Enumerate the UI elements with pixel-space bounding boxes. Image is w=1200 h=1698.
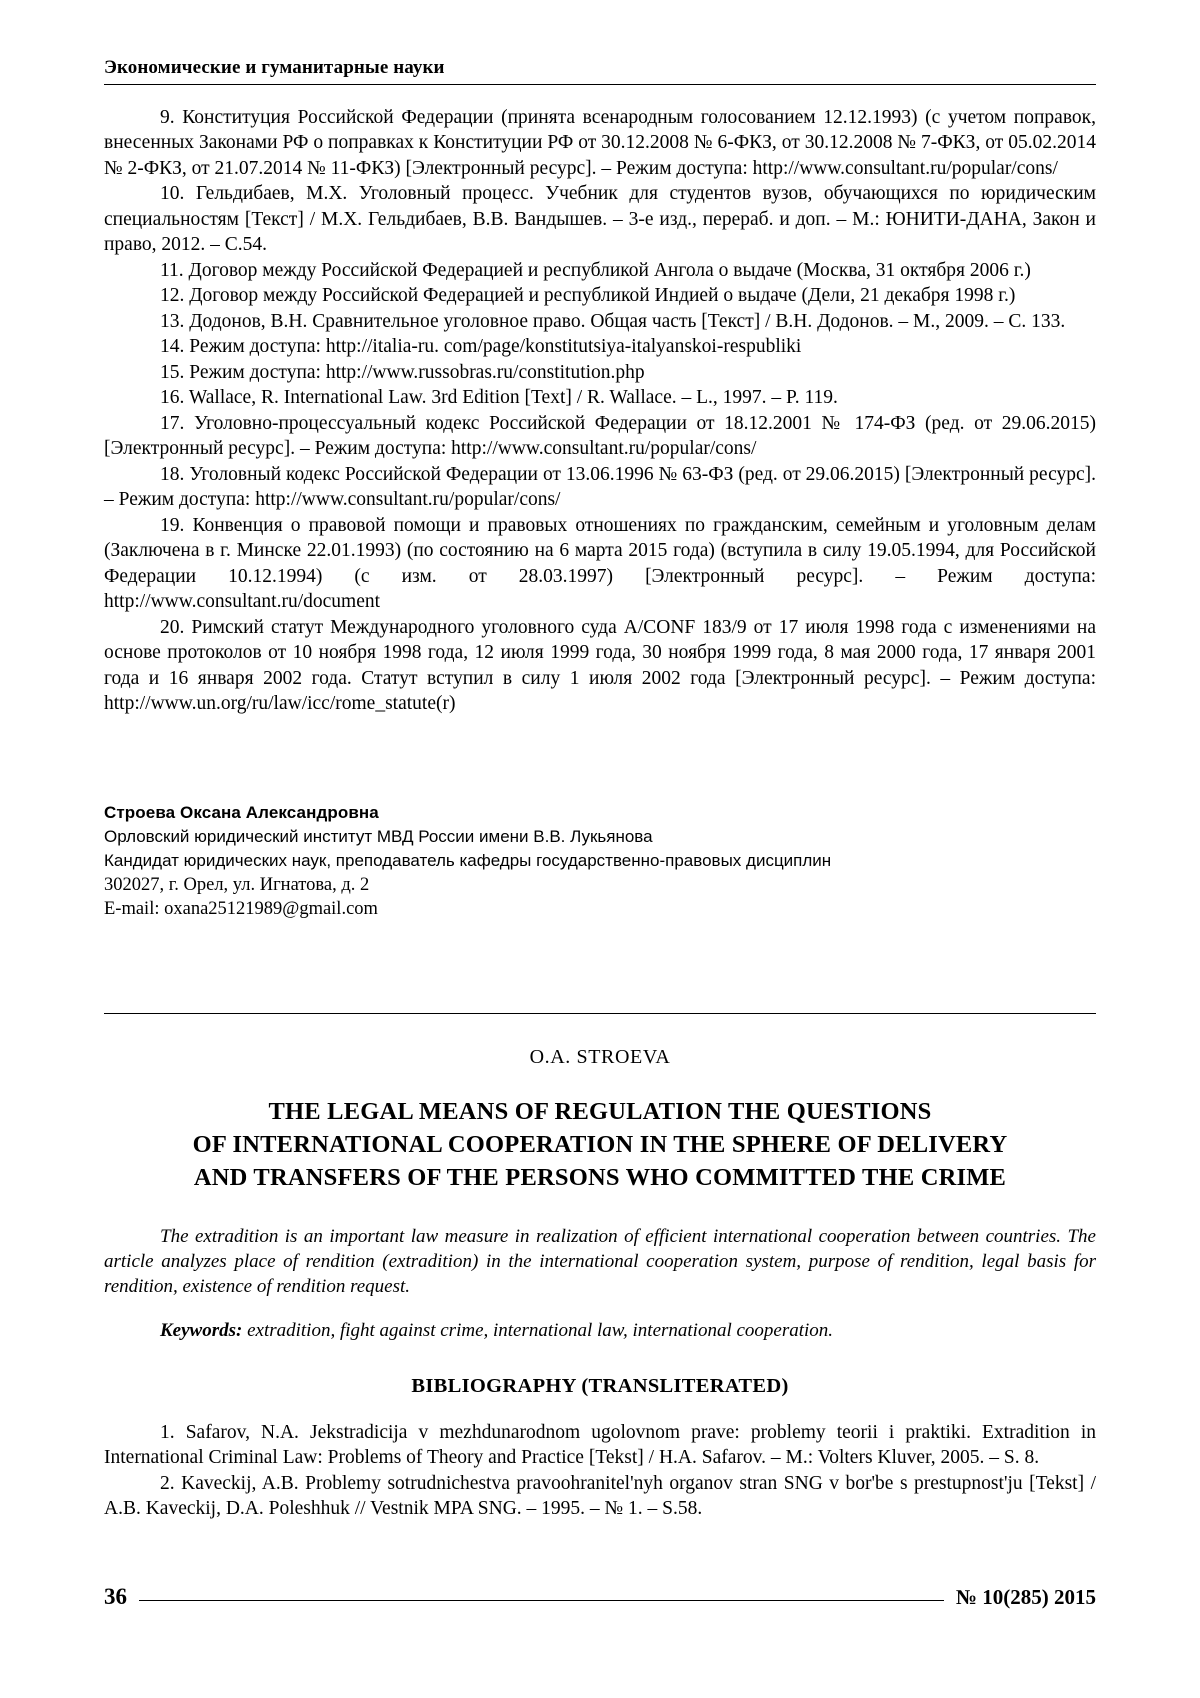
abstract-text: The extradition is an important law measure in realization of efficient international cooperation between countries. The article analyzes place of rendition (extradition) in the international cooperation system, purpose of rendition, legal basis for rendition, existence of rendition request. [104, 1225, 1096, 1297]
reference-item: 17. Уголовно-процессуальный кодекс Российской Федерации от 18.12.2001 № 174-ФЗ (ред. от 29.06.2015) [Электронный ресурс]. – Режим доступа: http://www.consultant.ru/popular/cons/ [104, 412, 1096, 460]
reference-item: 11. Договор между Российской Федерацией и республикой Ангола о выдаче (Москва, 31 октября 2006 г.) [160, 259, 1031, 281]
page-number: 36 [104, 1584, 127, 1609]
footer-rule [139, 1600, 944, 1601]
reference-item: 15. Режим доступа: http://www.russobras.ru/constitution.php [160, 361, 645, 383]
reference-item: 13. Додонов, В.Н. Сравнительное уголовное право. Общая часть [Текст] / В.Н. Додонов. – М., 2009. – С. 133. [160, 310, 1066, 332]
keywords-line [104, 1318, 1096, 1343]
english-title-line-1: THE LEGAL MEANS OF REGULATION THE QUESTIONS [268, 1097, 932, 1125]
bibliography-list [104, 1420, 1096, 1522]
reference-item: 20. Римский статут Международного уголовного суда A/CONF 183/9 от 17 июля 1998 года с изменениями на основе протоколов от 10 ноября 1998 года, 12 июля 1999 года, 30 ноября 1999 года, 8 мая 2000 года, 17 января 2001 года и 16 января 2002 года. Статут вступил в силу 1 июля 2002 года [Электронный ресурс]. – Режим доступа: http://www.un.org/ru/law/icc/rome_statute(r) [104, 616, 1096, 715]
bibliography-item: 2. Kaveckij, A.B. Problemy sotrudnichestva pravoohranitel'nyh organov stran SNG v bor'be s prestupnost'ju [Tekst] / A.B. Kaveckij, D.A. Poleshhuk // Vestnik MPA SNG. – 1995. – № 1. – S.58. [104, 1472, 1096, 1520]
reference-item: 18. Уголовный кодекс Российской Федерации от 13.06.1996 № 63-ФЗ (ред. от 29.06.2015) [Электронный ресурс]. – Режим доступа: http://www.consultant.ru/popular/cons/ [104, 463, 1096, 511]
reference-item: 10. Гельдибаев, М.Х. Уголовный процесс. Учебник для студентов вузов, обучающихся по юридическим специальностям [Текст] / М.Х. Гельдибаев, В.В. Вандышев. – 3-е изд., перераб. и доп. – М.: ЮНИТИ-ДАНА, Закон и право, 2012. – С.54. [104, 183, 1096, 256]
reference-list [104, 105, 1096, 717]
english-author: O.A. STROEVA [529, 1045, 671, 1068]
page-footer [104, 1584, 1096, 1610]
reference-item: 14. Режим доступа: http://italia-ru. com/page/konstitutsiya-italyanskoi-respubliki [160, 336, 802, 358]
english-title-line-2: OF INTERNATIONAL COOPERATION IN THE SPHERE OF DELIVERY [192, 1130, 1008, 1158]
author-email: E-mail: oxana25121989@gmail.com [104, 898, 378, 919]
english-title [104, 1095, 1096, 1194]
page-content [104, 0, 1096, 1522]
reference-item: 19. Конвенция о правовой помощи и правовых отношениях по гражданским, семейным и уголовным делам (Заключена в г. Минске 22.01.1993) (по состоянию на 6 марта 2015 года) (вступила в силу 19.05.1994, для Российской Федерации 10.12.1994) (с изм. от 28.03.1997) [Электронный ресурс]. – Режим доступа: http://www.consultant.ru/document [104, 514, 1096, 613]
running-head-rule [104, 84, 1096, 85]
reference-item: 9. Конституция Российской Федерации (принята всенародным голосованием 12.12.1993) (с учетом поправок, внесенных Законами РФ о поправках к Конституции РФ от 30.12.2008 № 6-ФКЗ, от 30.12.2008 № 7-ФКЗ, от 05.02.2014 № 2-ФКЗ, от 21.07.2014 № 11-ФКЗ) [Электронный ресурс]. – Режим доступа: http://www.consultant.ru/popular/cons/ [104, 106, 1096, 179]
author-block [104, 801, 1096, 921]
reference-item: 16. Wallace, R. International Law. 3rd Edition [Text] / R. Wallace. – L., 1997. – P. 119. [160, 387, 838, 409]
section-divider [104, 1013, 1096, 1014]
english-title-line-3: AND TRANSFERS OF THE PERSONS WHO COMMITTED THE CRIME [193, 1163, 1007, 1191]
author-name: Строева Оксана Александровна [104, 802, 379, 822]
running-head: Экономические и гуманитарные науки [104, 57, 445, 78]
author-address: 302027, г. Орел, ул. Игнатова, д. 2 [104, 874, 370, 895]
author-position: Кандидат юридических наук, преподаватель кафедры государственно-правовых дисциплин [104, 850, 832, 870]
keywords-label: Keywords: [160, 1319, 243, 1341]
reference-item: 12. Договор между Российской Федерацией и республикой Индией о выдаче (Дели, 21 декабря 1998 г.) [160, 285, 1016, 307]
keywords-text: extradition, fight against crime, international law, international cooperation. [242, 1319, 834, 1341]
issue-label: № 10(285) 2015 [955, 1584, 1096, 1609]
author-affiliation: Орловский юридический институт МВД России имени В.В. Лукьянова [104, 826, 653, 846]
bibliography-item: 1. Safarov, N.A. Jekstradicija v mezhdunarodnom ugolovnom prave: problemy teorii i praktiki. Extradition in International Criminal Law: Problems of Theory and Practice [Tekst] / H.A. Safarov. – M.: Volters Kluver, 2005. – S. 8. [104, 1421, 1096, 1469]
bibliography-heading: BIBLIOGRAPHY (TRANSLITERATED) [411, 1374, 789, 1397]
